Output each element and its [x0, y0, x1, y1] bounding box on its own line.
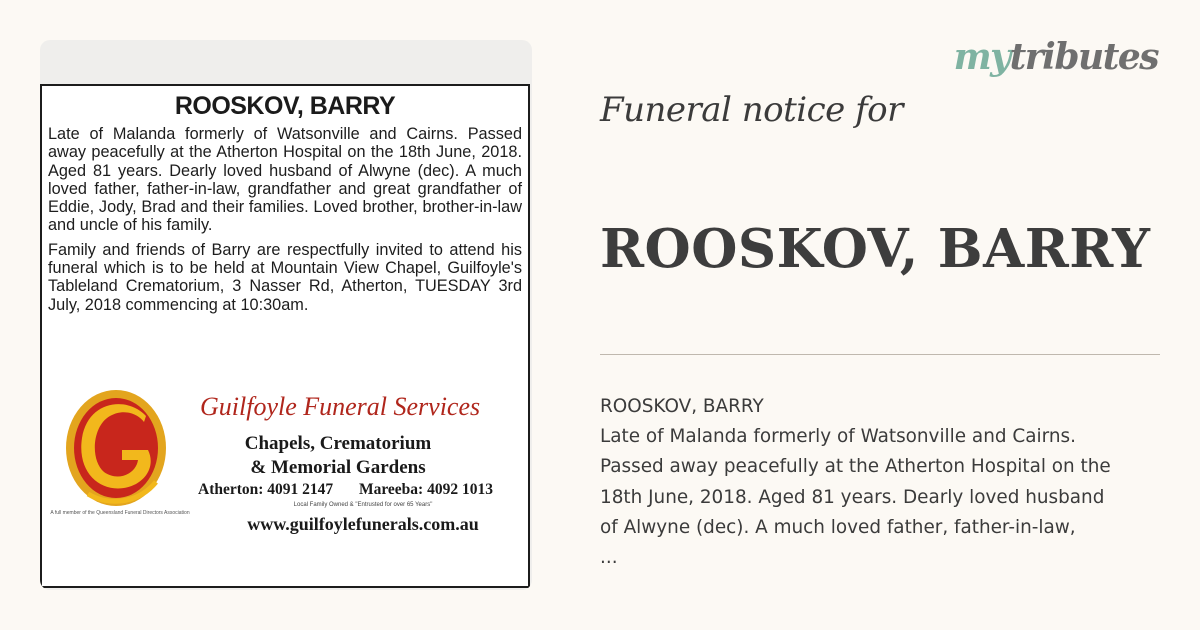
logo-caption: A full member of the Queensland Funeral Directors Association — [50, 510, 190, 516]
business-services-line-1: Chapels, Crematorium — [244, 433, 432, 454]
excerpt-line: of Alwyne (dec). A much loved father, father-in-law, — [600, 516, 1076, 538]
excerpt-line: Passed away peacefully at the Atherton Hospital on the — [600, 456, 1111, 478]
excerpt-line: ROOSKOV, BARRY — [600, 396, 764, 417]
business-services-line-2: & Memorial Gardens — [250, 457, 426, 478]
funeral-director-advert — [48, 386, 524, 584]
business-services — [198, 432, 478, 480]
business-website: www.guilfoylefunerals.com.au — [247, 514, 479, 534]
notice-deceased-name: ROOSKOV, BARRY — [174, 92, 396, 120]
brand-tributes: tributes — [1009, 36, 1158, 78]
brand-my: my — [953, 36, 1010, 78]
guilfoyle-logo-icon — [58, 386, 178, 516]
excerpt-ellipsis: ... — [600, 547, 618, 569]
phone-atherton: Atherton: 4091 2147 — [198, 481, 334, 498]
business-name: Guilfoyle Funeral Services — [200, 392, 481, 421]
notice-paragraph-2: Family and friends of Barry are respectfully invited to attend his funeral which is to be held at Mountain View Chapel, Guilfoyle's Tableland Crematorium, 3 Nasser Rd, Atherton, TUESDAY 3rd July, 2018 commencing at 10:30am. — [48, 240, 522, 314]
deceased-name: ROOSKOV, BARRY — [600, 218, 1151, 280]
notice-excerpt — [600, 392, 1160, 573]
newspaper-notice — [40, 84, 530, 588]
divider — [600, 354, 1160, 355]
notice-image — [40, 40, 532, 590]
business-phones — [198, 481, 528, 499]
excerpt-line: Late of Malanda formerly of Watsonville and Cairns. — [600, 426, 1076, 448]
excerpt-line: 18th June, 2018. Aged 81 years. Dearly loved husband — [600, 486, 1105, 508]
mytributes-logo[interactable] — [954, 36, 1158, 78]
phone-mareeba: Mareeba: 4092 1013 — [358, 481, 493, 498]
notice-paragraph-1: Late of Malanda formerly of Watsonville and Cairns. Passed away peacefully at the Atherton Hospital on the 18th June, 2018. Aged 81 years. Dearly loved husband of Alwyne (dec). A much loved father, father-in-law, grandfather and great grandfather of Eddie, Jody, Brad and their families. Loved brother, brother-in-law and uncle of his family. — [48, 125, 522, 235]
page-heading: Funeral notice for — [600, 90, 903, 130]
business-tagline: Local Family Owned & "Entrusted for over 65 Years" — [293, 502, 433, 508]
